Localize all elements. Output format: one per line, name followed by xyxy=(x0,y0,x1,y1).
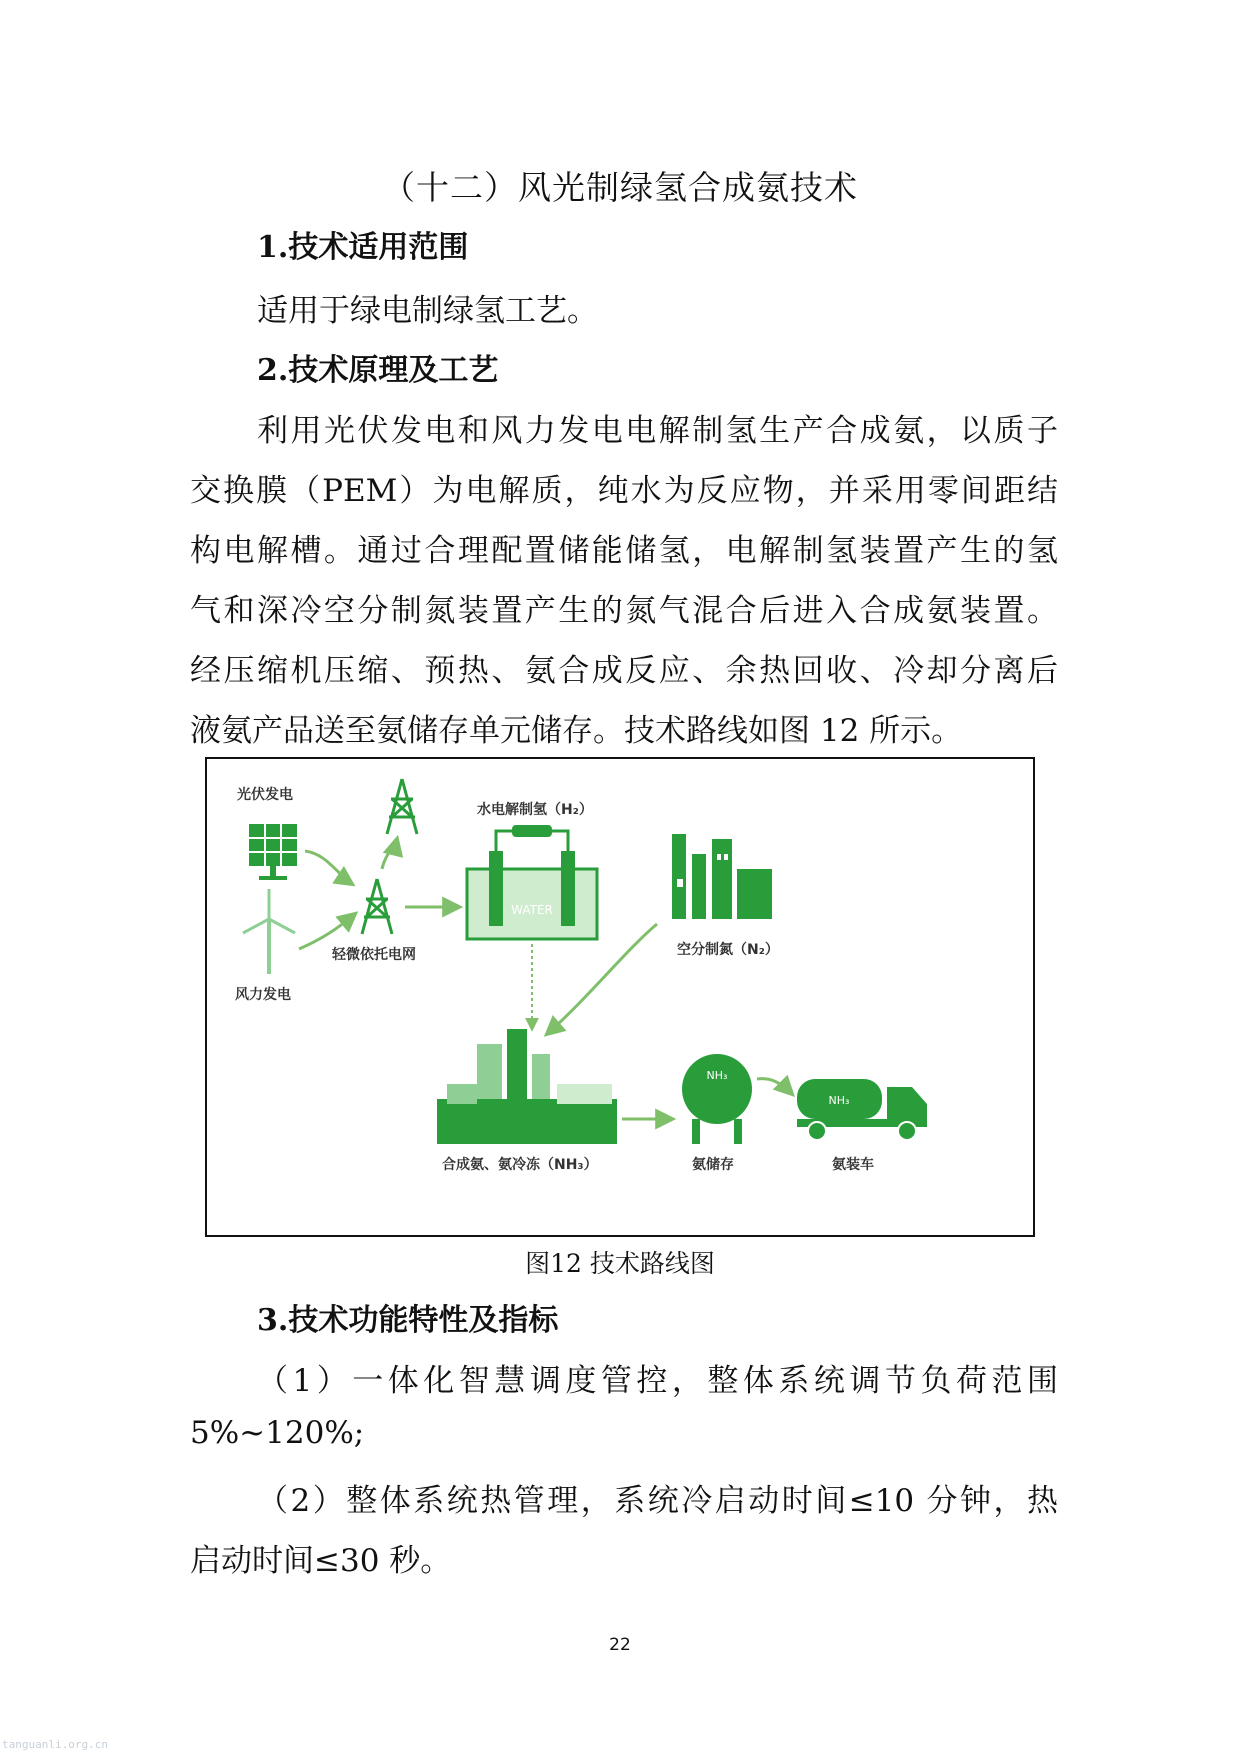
process-route-figure xyxy=(205,757,1035,1237)
ammonia-synthesis-plant-icon xyxy=(437,1029,617,1144)
heading-principle: 2.技术原理及工艺 xyxy=(257,353,499,388)
arrow-grid-up xyxy=(382,839,397,869)
truck-label: 氨装车 xyxy=(832,1157,874,1173)
wind-turbine-icon xyxy=(243,889,295,974)
power-tower-icon xyxy=(362,779,417,934)
electrolysis-label: 水电解制氢（H₂） xyxy=(477,802,593,818)
arrow-storage-truck xyxy=(757,1079,792,1094)
feature-line-1: （1）一体化智慧调度管控，整体系统调节负荷范围 xyxy=(257,1363,1058,1399)
air-separation-label: 空分制氮（N₂） xyxy=(677,942,779,958)
ammonia-tank-icon xyxy=(682,1054,752,1144)
principle-line-3: 构电解槽。通过合理配置储能储氢，电解制氢装置产生的氢 xyxy=(190,533,1058,569)
page-number: 22 xyxy=(609,1635,631,1655)
feature-line-3: （2）整体系统热管理，系统冷启动时间≤10 分钟，热 xyxy=(257,1483,1058,1519)
heading-features: 3.技术功能特性及指标 xyxy=(257,1303,559,1338)
solar-panel-icon xyxy=(249,824,297,880)
principle-line-2: 交换膜（PEM）为电解质，纯水为反应物，并采用零间距结 xyxy=(190,473,1058,509)
scope-text: 适用于绿电制绿氢工艺。 xyxy=(257,293,598,329)
storage-label: 氨储存 xyxy=(692,1157,734,1173)
truck-nh3-label: NH₃ xyxy=(828,1094,850,1107)
principle-line-1: 利用光伏发电和风力发电电解制氢生产合成氨，以质子 xyxy=(257,413,1058,449)
water-label: WATER xyxy=(511,903,553,917)
heading-scope: 1.技术适用范围 xyxy=(257,230,469,265)
principle-line-4: 气和深冷空分制氮装置产生的氮气混合后进入合成氨装置。 xyxy=(190,593,1058,629)
tanker-truck-icon xyxy=(797,1079,927,1140)
section-title: （十二）风光制绿氢合成氨技术 xyxy=(382,168,858,207)
process-diagram xyxy=(207,759,1033,1235)
feature-line-4: 启动时间≤30 秒。 xyxy=(190,1543,452,1579)
feature-line-2: 5%~120%; xyxy=(190,1415,365,1451)
solar-label: 光伏发电 xyxy=(237,787,293,803)
tank-nh3-label: NH₃ xyxy=(706,1069,728,1082)
grid-label: 轻微依托电网 xyxy=(332,947,416,963)
arrow-wind-grid xyxy=(299,914,355,949)
principle-line-5: 经压缩机压缩、预热、氨合成反应、余热回收、冷却分离后 xyxy=(190,653,1058,689)
synthesis-label: 合成氨、氨冷冻（NH₃） xyxy=(442,1157,598,1173)
watermark: tanguanli.org.cn xyxy=(2,1738,108,1751)
electrolyzer-icon xyxy=(467,825,597,939)
wind-label: 风力发电 xyxy=(235,987,291,1003)
figure-caption: 图12 技术路线图 xyxy=(525,1249,715,1278)
air-separation-plant-icon xyxy=(672,834,772,919)
arrow-solar-grid xyxy=(305,851,352,884)
principle-line-6: 液氨产品送至氨储存单元储存。技术路线如图 12 所示。 xyxy=(190,713,963,749)
